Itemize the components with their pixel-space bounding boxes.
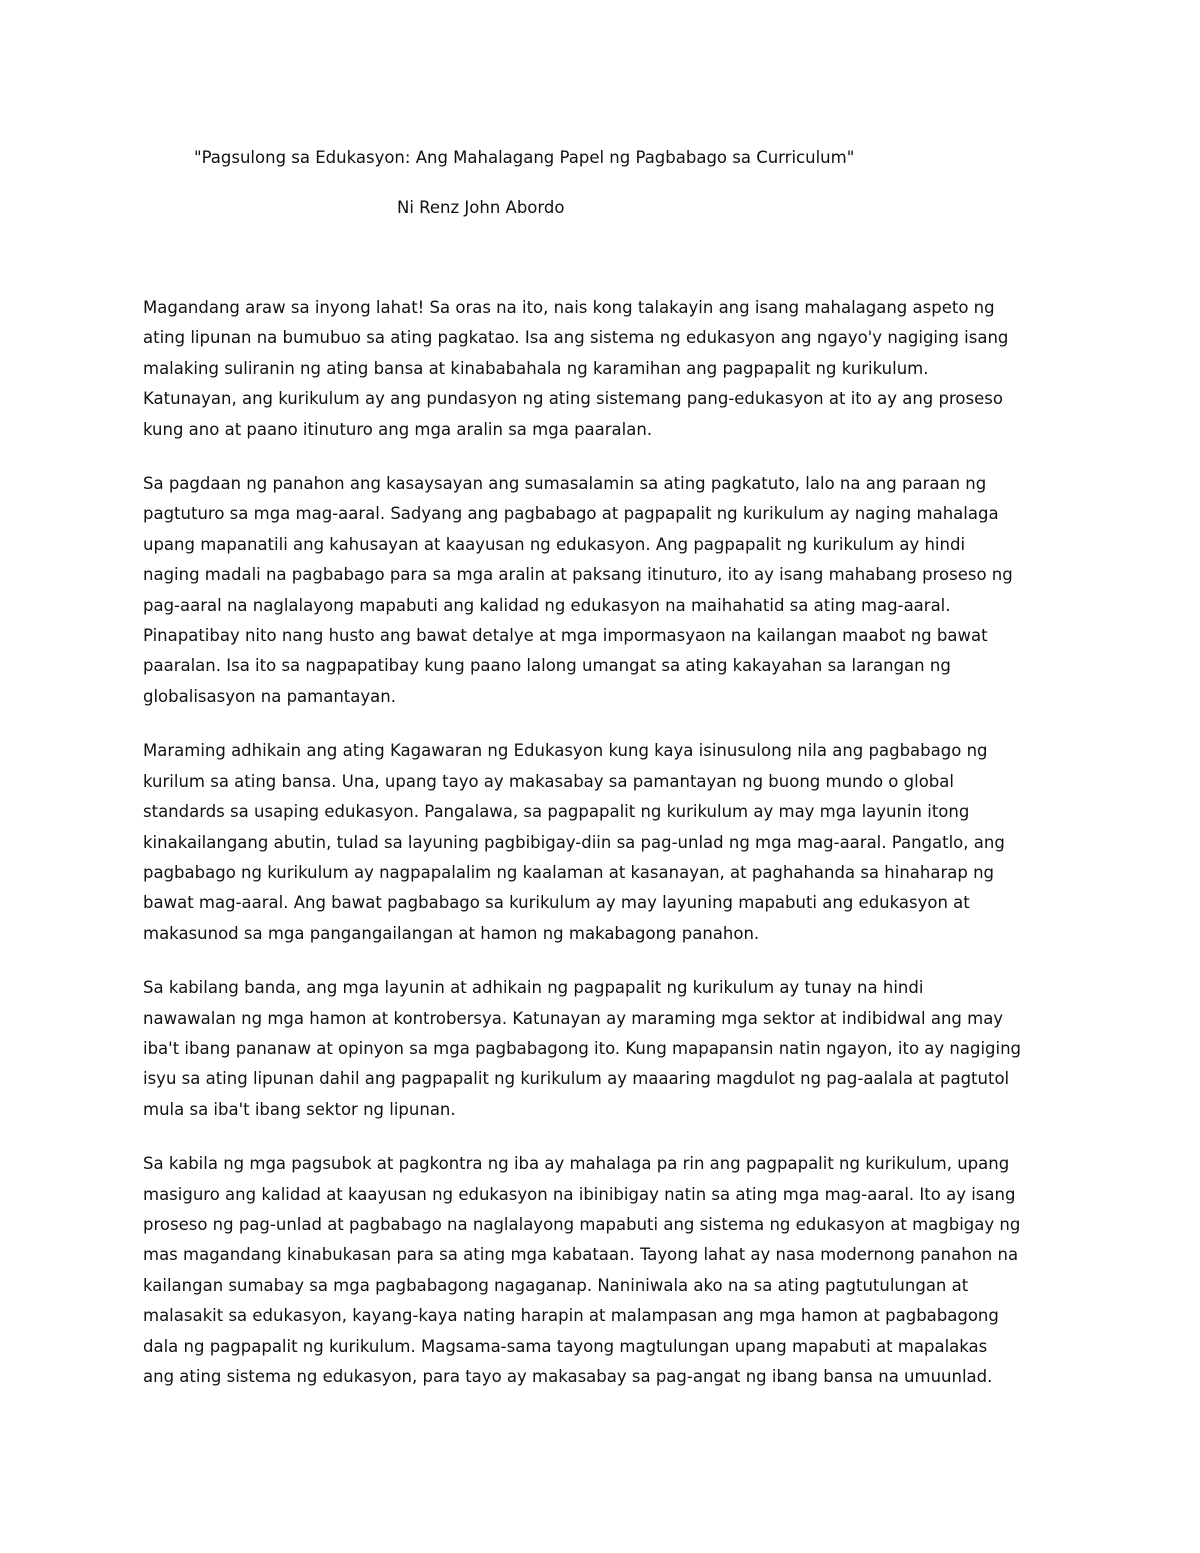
text-line: malasakit sa edukasyon, kayang-kaya nating harapin at malampasan ang mga hamon at pagbabagong [143, 1306, 999, 1326]
text-line: ating lipunan na bumubuo sa ating pagkatao. Isa ang sistema ng edukasyon ang ngayo'y nagiging isang [143, 328, 1009, 348]
text-line: ang ating sistema ng edukasyon, para tayo ay makasabay sa pag-angat ng ibang bansa na umuunlad. [143, 1367, 993, 1386]
text-line: mula sa iba't ibang sektor ng lipunan. [143, 1099, 456, 1119]
text-line: kurilum sa ating bansa. Una, upang tayo ay makasabay sa pamantayan ng buong mundo o global [143, 771, 954, 791]
text-line: globalisasyon na pamantayan. [143, 686, 396, 706]
paragraph-4 [143, 973, 1073, 1125]
text-line: bawat mag-aaral. Ang bawat pagbabago sa kurikulum ay may layuning mapabuti ang edukasyon at [143, 893, 970, 913]
text-line: Sa kabila ng mga pagsubok at pagkontra ng iba ay mahalaga pa rin ang pagpapalit ng kurikulum, upang [143, 1154, 1010, 1174]
text-line: Sa pagdaan ng panahon ang kasaysayan ang sumasalamin sa ating pagkatuto, lalo na ang paraan ng [143, 474, 987, 494]
text-line: naging madali na pagbabago para sa mga aralin at paksang itinuturo, ito ay isang mahabang proseso ng [143, 565, 1013, 585]
text-line: kailangan sumabay sa mga pagbabagong nagaganap. Naniniwala ako na sa ating pagtutulungan at [143, 1275, 969, 1295]
text-line: pagtuturo sa mga mag-aaral. Sadyang ang pagbabago at pagpapalit ng kurikulum ay naging mahalaga [143, 504, 999, 524]
paragraph-3 [143, 736, 1073, 949]
text-line: dala ng pagpapalit ng kurikulum. Magsama-sama tayong magtulungan upang mapabuti at mapalakas [143, 1336, 988, 1356]
text-line: isyu sa ating lipunan dahil ang pagpapalit ng kurikulum ay maaaring magdulot ng pag-aalala at pagtutol [143, 1069, 1010, 1089]
text-line: kung ano at paano itinuturo ang mga aralin sa mga paaralan. [143, 419, 653, 439]
text-line: paaralan. Isa ito sa nagpapatibay kung paano lalong umangat sa ating kakayahan sa larangan ng [143, 656, 951, 676]
paragraph-5 [143, 1149, 1073, 1392]
text-line: malaking suliranin ng ating bansa at kinababahala ng karamihan ang pagpapalit ng kurikulum. [143, 358, 929, 378]
text-line: nawawalan ng mga hamon at kontrobersya. Katunayan ay maraming mga sektor at indibidwal ang may [143, 1008, 1004, 1028]
document-body [143, 293, 1073, 1416]
text-line: Magandang araw sa inyong lahat! Sa oras na ito, nais kong talakayin ang isang mahalagang aspeto ng [143, 298, 995, 317]
text-line: kinakailangang abutin, tulad sa layuning pagbibigay-diin sa pag-unlad ng mga mag-aaral. Pangatlo, ang [143, 832, 1005, 852]
text-line: Pinapatibay nito nang husto ang bawat detalye at mga impormasyaon na kailangan maabot ng bawat [143, 626, 988, 646]
document-title: "Pagsulong sa Edukasyon: Ang Mahalagang Papel ng Pagbabago sa Curriculum" [194, 148, 855, 167]
text-line: proseso ng pag-unlad at pagbabago na naglalayong mapabuti ang sistema ng edukasyon at magbigay ng [143, 1214, 1021, 1234]
text-line: Maraming adhikain ang ating Kagawaran ng Edukasyon kung kaya isinusulong nila ang pagbabago ng [143, 741, 988, 761]
text-line: makasunod sa mga pangangailangan at hamon ng makabagong panahon. [143, 923, 760, 943]
paragraph-1 [143, 293, 1073, 445]
document-author: Ni Renz John Abordo [397, 198, 565, 217]
text-line: pag-aaral na naglalayong mapabuti ang kalidad ng edukasyon na maihahatid sa ating mag-aaral. [143, 595, 951, 615]
text-line: iba't ibang pananaw at opinyon sa mga pagbabagong ito. Kung mapapansin natin ngayon, ito ay nagiging [143, 1038, 1022, 1058]
text-line: masiguro ang kalidad at kaayusan ng edukasyon na ibinibigay natin sa ating mga mag-aaral. Ito ay isang [143, 1184, 1016, 1204]
text-line: Katunayan, ang kurikulum ay ang pundasyon ng ating sistemang pang-edukasyon at ito ay ang proseso [143, 389, 1003, 409]
text-line: standards sa usaping edukasyon. Pangalawa, sa pagpapalit ng kurikulum ay may mga layunin itong [143, 802, 970, 822]
text-line: mas magandang kinabukasan para sa ating mga kabataan. Tayong lahat ay nasa modernong panahon na [143, 1245, 1019, 1265]
paragraph-2 [143, 469, 1073, 712]
text-line: upang mapanatili ang kahusayan at kaayusan ng edukasyon. Ang pagpapalit ng kurikulum ay hindi [143, 534, 966, 554]
text-line: pagbabago ng kurikulum ay nagpapalalim ng kaalaman at kasanayan, at paghahanda sa hinaharap ng [143, 862, 994, 882]
text-line: Sa kabilang banda, ang mga layunin at adhikain ng pagpapalit ng kurikulum ay tunay na hindi [143, 978, 924, 998]
